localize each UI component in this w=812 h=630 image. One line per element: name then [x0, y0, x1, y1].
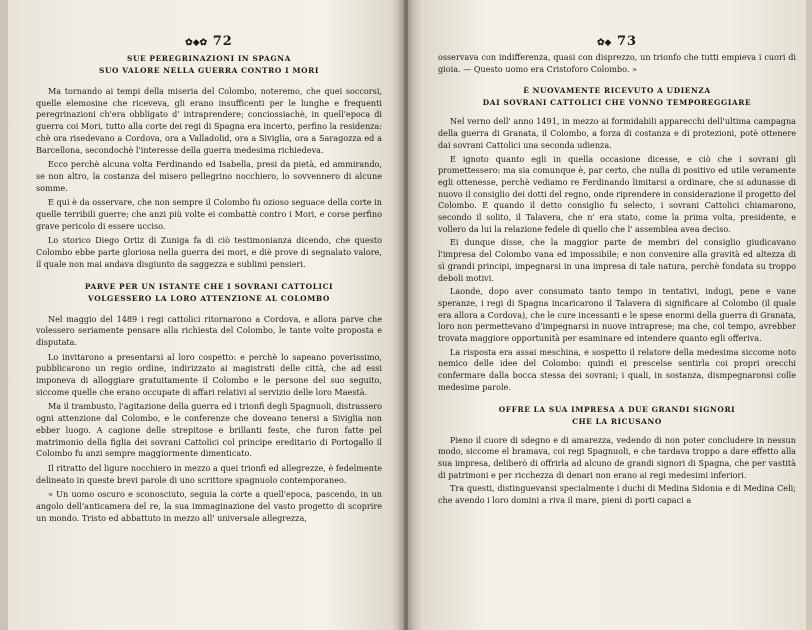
paragraph: Lo invitarono a presentarsi al loro cospetto: e perchè lo sapeano poverissimo, pubblicarono un regio ordine, indirizzato ai magistrati delle città, che ad essi imponeva di alloggiare gratuitamente il Colombo e le persone del suo seguito, siccome quelle che erano occupate di affari relativi al servizio delle loro Maestà. — [36, 351, 382, 397]
paragraph: Il ritratto del ligure nocchiero in mezzo a quei trionfi ed allegrezze, è fedelmente delineato in queste brevi parole di uno scrittore spagnuolo contemporaneo. — [36, 462, 382, 485]
paragraph: Nel verno dell' anno 1491, in mezzo ai formidabili apparecchi dell'ultima campagna della guerra di Granata, il Colombo, a forza di costanza e di protezioni, potè ottenere dai sovrani Cattolici una seconda udienza. — [438, 116, 796, 150]
paragraph: osservava con indifferenza, quasi con disprezzo, un trionfo che tutti empieva i cuori di gioia. — Questo uomo era Cristoforo Colombo. » — [438, 52, 796, 74]
section-heading: SUO VALORE NELLA GUERRA CONTRO I MORI — [99, 66, 319, 75]
section-heading: SUE PEREGRINAZIONI IN SPAGNA — [127, 54, 291, 63]
section-heading: È NUOVAMENTE RICEVUTO A UDIENZA — [523, 86, 711, 96]
paragraph: Laonde, dopo aver consumato tanto tempo in tentativi, indugi, pene e vane speranze, i regi di Spagna incaricarono il Talavera di significare al Colombo (il quale era allora a Cordova), che le cure incessanti e le spese enormi della guerra di Granata, loro non permettevano d'impegnarsi in nuove intraprese; ma che, col tempo, avrebber trovata maggiore opportunità per esaminare ed intendere quanto egli offeriva. — [438, 286, 796, 344]
right-page — [408, 0, 812, 630]
section-heading: DAI SOVRANI CATTOLICI CHE VONNO TEMPOREGGIARE — [482, 98, 752, 108]
paragraph: Ma il trambusto, l'agitazione della guerra ed i trionfi degli Spagnuoli, distrassero ogni attenzione dal Colombo, e le conferenze che doveano tenersi a Siviglia non ebber luogo. A cagione delle strepitose e brillanti feste, che furon fatte pel matrimonio della figlia dei sovrani Cattolici col principe ereditario di Portogallo il Colombo fu anzi sempre maggiormente dimenticato. — [36, 401, 382, 459]
paragraph: Ecco perchè alcuna volta Ferdinando ed Isabella, presi da pietà, ed ammirando, se non altro, la costanza del misero pellegrino nocchiero, lo sovvennero di alcune somme. — [36, 159, 382, 193]
section-heading: CHE LA RICUSANO — [572, 416, 662, 426]
right-page-number: ✿◆ 73 — [596, 34, 638, 49]
section-heading: OFFRE LA SUA IMPRESA A DUE GRANDI SIGNORI — [498, 404, 736, 414]
section-heading: VOLGESSERO LA LORO ATTENZIONE AL COLOMBO — [88, 293, 330, 303]
paragraph: Nel maggio del 1489 i regi cattolici ritornarono a Cordova, e allora parve che volessero seriamente pensare alla richiesta del Colombo, le tante volte proposta e disputata. — [36, 313, 382, 347]
ornament-icon: ✿◆✿ — [185, 38, 208, 48]
section-heading: PARVE PER UN ISTANTE CHE I SOVRANI CATTOLICI — [84, 281, 334, 291]
paragraph: E qui è da osservare, che non sempre il Colombo fu ozioso seguace della corte in quelle terribili guerre; che anzi più volte ei combattè contro i Mori, e corse perfino grave pericolo di essere ucciso. — [36, 197, 382, 231]
paragraph: Ma tornando ai tempi della miseria del Colombo, noteremo, che quei soccorsi, quelle elemosine che riceveva, gli erano insufficenti per le lunghe e frequenti peregrinazioni ch'era obbligato d' intraprendere; conciossiachè, in quell'epoca di guerra coi Mori, tutto alla corte dei regi di Spagna era incerto, perfino la residenza: chè ora risedevano a Cordova, ora a Valladolid, ora a Siviglia, ora a Saragozza ed a Barcellona, secondochè l'interesse della guerra medesima richiedeva. — [36, 86, 382, 155]
paragraph: Ei dunque disse, che la maggior parte de membri del consiglio giudicavano l'impresa del Colombo vana ed impossibile; e non convenire alla gravità ed altezza di sì grandi principi, impegnarsi in una impresa di tale natura, perchè fondata su troppo deboli motivi. — [438, 237, 796, 283]
paragraph: Tra questi, distinguevansi specialmente i duchi di Medina Sidonia e di Medina Celi; che avendo i loro domini a riva il mare, pieni di porti capaci a — [438, 483, 796, 506]
paragraph: Pieno il cuore di sdegno e di amarezza, vedendo di non poter concludere in nessun modo, siccome el bramava, coi regi Spagnuoli, e che tardava troppo a dare effetto alla sua impresa, deliberò di offrirla ad alcuno de grandi signori di Spagna, che per vastità di patrimoni e per ricchezza di denari non erano ai regi medesimi inferiori. — [438, 434, 796, 480]
paragraph: E ignoto quanto egli in quella occasione dicesse, e ciò che i sovrani gli promettessero: ma sia comunque è, par certo, che nulla di positivo ed utile veramente egli ottenesse, perchè vediamo re Ferdinando limitarsi a ordinare, che si adunasse di nuovo il consiglio dei dotti del regno, onde riprendere in considerazione il progetto del Colombo. E quando il detto consiglio fu selecto, i sovrani Cattolici chiamarono, secondo il solito, il Talavera, che n' era stato, come la prima volta, presidente, e vollero da lui la relazione fedele di quello che l' assemblea avea deciso. — [438, 153, 796, 234]
left-page-number: ✿◆✿ 72 — [185, 34, 233, 49]
paragraph: Lo storico Diego Ortiz di Zuniga fa di ciò testimonianza dicendo, che questo Colombo ebbe parte gloriosa nella guerra dei mori, e diè prove di segnalato valore, il quale non mai andava disgiunto da saggezza e sublimi pensieri. — [36, 235, 382, 269]
left-page — [0, 0, 404, 630]
paragraph: » Un uomo oscuro e sconosciuto, seguia la corte a quell'epoca, pascendo, in un angolo dell'anticamera del re, la sua immaginazione del vasto progetto di scoprire un mondo. Tristo ed abbattuto in mezzo all' universale allegrezza, — [36, 489, 382, 523]
paragraph: La risposta era assai meschina, e sospetto il relatore della medesima siccome noto nemico delle idee del Colombo: quindi ei prescelse sentirla coi propri orecchi confermare dalla bocca stessa dei sovrani; i quali, in sostanza, dismpegnaronsi colle medesime parole. — [438, 346, 796, 392]
ornament-icon: ✿◆ — [596, 38, 612, 48]
